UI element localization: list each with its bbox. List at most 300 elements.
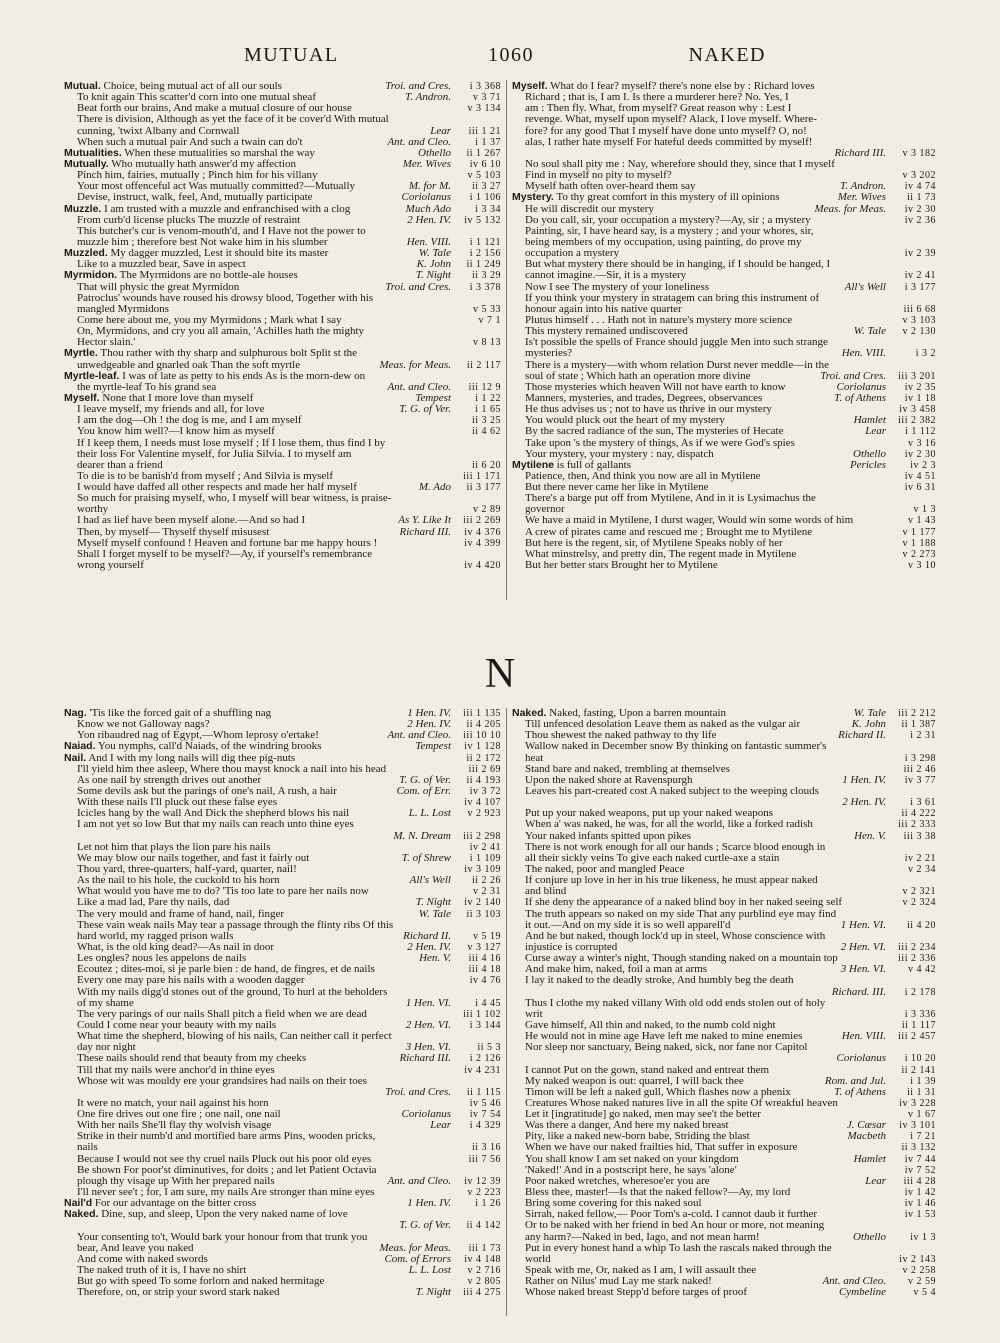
- act-scene-line: ii 5 3: [477, 1042, 501, 1054]
- quotation-text: The very parings of our nails Shall pitch a field when we are dead: [77, 1008, 367, 1020]
- quotation-text: occupation a mystery: [525, 248, 620, 260]
- concordance-line: [64, 1287, 501, 1298]
- quotation-text: With her nails She'll flay thy wolvish visage: [77, 1120, 272, 1132]
- concordance-line: [64, 1065, 501, 1076]
- quotation-text: writ: [525, 1008, 543, 1020]
- act-scene-line: ii 1 267: [466, 147, 501, 159]
- act-scene-line: v 2 89: [473, 504, 501, 516]
- quotation-text: This mystery remained undiscovered: [525, 326, 688, 338]
- quotation-text: Put in every honest hand a whip To lash the rascals naked through the: [525, 1242, 832, 1254]
- quotation-text: Take upon 's the mystery of things, As if we were God's spies: [525, 437, 795, 449]
- concordance-line: [64, 1031, 501, 1042]
- concordance-line: [512, 998, 936, 1009]
- act-scene-line: iv 4 420: [464, 560, 501, 572]
- quotation-text: Wallow naked in December snow By thinking on fantastic summer's: [525, 741, 827, 753]
- quotation-text: of my shame: [77, 997, 134, 1009]
- act-scene-line: iv 2 41: [469, 841, 501, 853]
- concordance-line: [64, 337, 501, 348]
- concordance-line: [64, 92, 501, 103]
- act-scene-line: v 5 19: [473, 930, 501, 942]
- act-scene-line: iv 4 74: [904, 181, 936, 193]
- quotation-text: Stand bare and naked, trembling at themselves: [525, 763, 730, 775]
- concordance-line: [512, 987, 936, 998]
- act-scene-line: iv 2 21: [904, 852, 936, 864]
- concordance-line: [512, 741, 936, 752]
- act-scene-line: ii 2 141: [901, 1064, 936, 1076]
- play-reference: 2 Hen. IV.: [407, 941, 451, 953]
- play-reference: All's Well: [844, 281, 886, 293]
- act-scene-line: iii 2 46: [903, 763, 936, 775]
- act-scene-line: ii 3 103: [466, 908, 501, 920]
- concordance-line: [512, 1065, 936, 1076]
- act-scene-line: iii 2 212: [898, 708, 936, 719]
- concordance-line: [64, 415, 501, 426]
- quotation-text: On, Myrmidons, and cry you all amain, 'Achilles hath the mighty: [77, 326, 365, 338]
- quotation-text: Devise, instruct, walk, feel, And, mutually participate: [77, 192, 313, 204]
- act-scene-line: v 1 177: [902, 526, 936, 538]
- quotation-text: Was there a danger, And here my naked breast: [525, 1120, 729, 1132]
- act-scene-line: v 2 59: [908, 1276, 936, 1288]
- concordance-line: [64, 493, 501, 504]
- play-reference: Ant. and Cleo.: [387, 730, 451, 742]
- quotation-text: So much for praising myself, who, I myself will bear witness, is praise-: [77, 493, 392, 505]
- quotation-text: What, is the old king dead?—As nail in door: [77, 941, 275, 953]
- concordance-line: [64, 515, 501, 526]
- quotation-text: Myrtle-leaf. I was of late as petty to his ends As is the morn-dew on: [64, 370, 366, 382]
- act-scene-line: i 3 177: [904, 281, 936, 293]
- concordance-line: [64, 482, 501, 493]
- act-scene-line: ii 3 29: [471, 270, 501, 282]
- act-scene-line: iii 4 16: [468, 953, 501, 965]
- quotation-text: Myself. None that I more love than myself: [64, 392, 254, 404]
- concordance-line: [512, 337, 936, 348]
- quotation-text: Patience, then, And think you now are all in Mytilene: [525, 470, 761, 482]
- quotation-text: Whose wit was mouldy ere your grandsires had nails on their toes: [77, 1075, 367, 1087]
- act-scene-line: iv 7 54: [469, 1109, 501, 1121]
- concordance-line: [512, 1131, 936, 1142]
- play-reference: T. Night: [415, 897, 451, 909]
- concordance-line: [64, 819, 501, 830]
- quotation-text: Till that my nails were anchor'd in thine eyes: [77, 1064, 275, 1076]
- concordance-line: [64, 1220, 501, 1231]
- quotation-text: Creatures Whose naked natures live in all the spite Of wreakful heaven: [525, 1097, 838, 1109]
- act-scene-line: v 3 202: [902, 170, 936, 182]
- concordance-line: [64, 708, 501, 719]
- quotation-text: Upon the naked shore at Ravenspurgh: [525, 774, 693, 786]
- quotation-text: My naked weapon is out: quarrel, I will back thee: [525, 1075, 744, 1087]
- quotation-text: Les ongles? nous les appelons de nails: [77, 953, 247, 965]
- act-scene-line: iii 6 68: [903, 303, 936, 315]
- concordance-line: [64, 360, 501, 371]
- quotation-text: Speak with me, Or, naked as I am, I will assault thee: [525, 1265, 757, 1277]
- concordance-line: [64, 460, 501, 471]
- act-scene-line: i 1 37: [475, 136, 501, 148]
- quotation-text: bear, And leave you naked: [77, 1242, 194, 1254]
- play-reference: Hen. VIII.: [841, 1031, 886, 1043]
- quotation-text: any harm?—Naked in bed, Iago, and not mean harm!: [525, 1231, 760, 1243]
- quotation-text: Nail. And I with my long nails will dig thee pig-nuts: [64, 752, 296, 764]
- act-scene-line: ii 4 222: [901, 808, 936, 820]
- concordance-line: [64, 504, 501, 515]
- act-scene-line: v 1 43: [908, 515, 936, 527]
- concordance-line: [64, 170, 501, 181]
- act-scene-line: iv 7 52: [904, 1164, 936, 1176]
- quotation-text: Thou shewest the naked pathway to thy life: [525, 730, 717, 742]
- headword: Muzzle.: [64, 203, 102, 215]
- act-scene-line: ii 4 205: [466, 719, 501, 731]
- concordance-line: [512, 1120, 936, 1131]
- quotation-text: nails: [77, 1142, 98, 1154]
- concordance-line: [64, 382, 501, 393]
- quotation-text: Myself. What do I fear? myself? there's none else by : Richard loves: [512, 81, 815, 92]
- quotation-text: [512, 987, 828, 998]
- act-scene-line: ii 4 62: [471, 426, 501, 438]
- play-reference: Richard II.: [838, 730, 886, 742]
- act-scene-line: i 2 31: [910, 730, 936, 742]
- act-scene-line: v 5 4: [913, 1287, 936, 1299]
- play-reference: Richard II.: [403, 930, 451, 942]
- quotation-text: He would not in mine age Have left me naked to mine enemies: [525, 1031, 803, 1043]
- concordance-line: [512, 527, 936, 538]
- quotation-text: Patroclus' wounds have roused his drowsy blood, Together with his: [77, 292, 374, 304]
- quotation-text: Manners, mysteries, and trades, Degrees, observances: [525, 392, 763, 404]
- play-reference: Mer. Wives: [402, 158, 451, 170]
- headword: Mytilene: [512, 459, 555, 471]
- concordance-line: [512, 270, 936, 281]
- act-scene-line: v 1 67: [908, 1109, 936, 1121]
- act-scene-line: iii 12 9: [468, 381, 501, 393]
- act-scene-line: ii 4 193: [466, 774, 501, 786]
- concordance-line: [512, 708, 936, 719]
- play-reference: L. L. Lost: [408, 808, 451, 820]
- act-scene-line: i 2 126: [469, 1053, 501, 1065]
- act-scene-line: iv 7 44: [904, 1153, 936, 1165]
- act-scene-line: v 2 130: [902, 326, 936, 338]
- play-reference: Pericles: [849, 459, 886, 471]
- quotation-text: Muzzled. My dagger muzzled, Lest it should bite its master: [64, 248, 329, 260]
- headword: Myrmidon.: [64, 270, 118, 282]
- act-scene-line: iv 4 376: [464, 526, 501, 538]
- quotation-text: We may blow our nails together, and fast it fairly out: [77, 852, 310, 864]
- quotation-text: am : Then fly. What, from myself? Great reason why : Lest I: [525, 103, 792, 115]
- play-reference: K. John: [416, 259, 451, 271]
- act-scene-line: iv 5 46: [469, 1097, 501, 1109]
- concordance-line: [512, 964, 936, 975]
- quotation-text: To knit again This scatter'd corn into one mutual sheaf: [77, 92, 316, 104]
- concordance-line: [64, 931, 501, 942]
- quotation-text: I am the dog—Oh ! the dog is me, and I am myself: [77, 415, 302, 427]
- concordance-line: [64, 853, 501, 864]
- act-scene-line: i 1 121: [469, 236, 501, 248]
- quotation-text: Mutually. Who mutually hath answer'd my affection: [64, 158, 297, 170]
- act-scene-line: iv 4 399: [464, 537, 501, 549]
- play-reference: Richard. III.: [831, 986, 886, 998]
- concordance-line: [64, 248, 501, 259]
- quotation-text: Every one may pare his nails with a wooden dagger: [77, 975, 305, 987]
- quotation-text: What time the shepherd, blowing of his nails, Can neither call it perfect: [77, 1031, 392, 1043]
- quotation-text: muzzle him ; therefore best Not wake him in his slumber: [77, 236, 328, 248]
- headword: Naked.: [512, 708, 547, 719]
- act-scene-line: iv 3 101: [899, 1120, 936, 1132]
- quotation-text: cannot imagine.—Sir, it is a mystery: [525, 270, 687, 282]
- act-scene-line: v 2 324: [902, 897, 936, 909]
- concordance-line: [512, 538, 936, 549]
- concordance-line: [64, 438, 501, 449]
- quotation-text: Rather on Nilus' mud Lay me stark naked!: [525, 1276, 712, 1288]
- concordance-line: [64, 1243, 501, 1254]
- concordance-line: [64, 1042, 501, 1053]
- concordance-line: [512, 326, 936, 337]
- act-scene-line: v 3 182: [902, 147, 936, 159]
- quotation-text: Could I come near your beauty with my nails: [77, 1019, 277, 1031]
- play-reference: L. L. Lost: [408, 1265, 451, 1277]
- act-scene-line: ii 1 73: [906, 192, 936, 204]
- concordance-line: [512, 304, 936, 315]
- concordance-line: [64, 1265, 501, 1276]
- act-scene-line: iii 2 382: [898, 415, 936, 427]
- concordance-line: [64, 786, 501, 797]
- act-scene-line: iii 2 234: [898, 941, 936, 953]
- quotation-text: Myrmidon. The Myrmidons are no bottle-ale houses: [64, 270, 298, 282]
- play-reference: Ant. and Cleo.: [387, 1175, 451, 1187]
- act-scene-line: v 2 273: [902, 548, 936, 560]
- concordance-line: [64, 1165, 501, 1176]
- concordance-line: [512, 360, 936, 371]
- play-reference: Lear: [430, 1120, 451, 1132]
- quotation-text: hard world, my ragged prison walls: [77, 930, 234, 942]
- play-reference: Lear: [865, 426, 886, 438]
- act-scene-line: iv 2 3: [910, 459, 936, 471]
- play-reference: Troi. and Cres.: [385, 281, 451, 293]
- play-reference: Ant. and Cleo.: [387, 136, 451, 148]
- quotation-text: I leave myself, my friends and all, for love: [77, 404, 265, 416]
- play-reference: Hen. VIII.: [406, 236, 451, 248]
- quotation-text: honour again into his native quarter: [525, 303, 682, 315]
- concordance-line: [512, 1165, 936, 1176]
- quotation-text: Whose naked breast Stepp'd before targes of proof: [525, 1287, 748, 1299]
- quotation-text: One fire drives out one fire ; one nail, one nail: [77, 1109, 281, 1121]
- act-scene-line: v 3 10: [908, 560, 936, 572]
- play-reference: As Y. Like It: [398, 515, 451, 527]
- concordance-line: [64, 215, 501, 226]
- concordance-line: [512, 92, 936, 103]
- play-reference: Coriolanus: [836, 1053, 886, 1065]
- concordance-line: [64, 719, 501, 730]
- concordance-line: [64, 1276, 501, 1287]
- concordance-line: [64, 560, 501, 571]
- play-reference: Tempest: [415, 741, 451, 753]
- act-scene-line: v 2 805: [467, 1276, 501, 1288]
- act-scene-line: iii 4 28: [903, 1175, 936, 1187]
- quotation-text: Let it [ingratitude] go naked, men may see't the better: [525, 1109, 761, 1121]
- quotation-text: Pinch him, fairies, mutually ; Pinch him for his villany: [77, 170, 318, 182]
- play-reference: T. of Athens: [834, 392, 886, 404]
- act-scene-line: iv 2 30: [904, 203, 936, 215]
- play-reference: Meas. for Meas.: [379, 359, 451, 371]
- concordance-line: [512, 1254, 936, 1265]
- play-reference: Troi. and Cres.: [385, 1086, 451, 1098]
- act-scene-line: ii 4 20: [906, 919, 936, 931]
- concordance-line: [512, 504, 936, 515]
- quotation-text: As the nail to his hole, the cuckold to his horn: [77, 875, 280, 887]
- play-reference: 2 Hen. VI.: [840, 941, 886, 953]
- play-reference: 1 Hen. VI.: [405, 997, 451, 1009]
- concordance-line: [512, 786, 936, 797]
- quotation-text: With these nails I'll pluck out these false eyes: [77, 797, 278, 809]
- concordance-line: [64, 204, 501, 215]
- concordance-line: [512, 875, 936, 886]
- concordance-line: [512, 148, 936, 159]
- quotation-text: Thus I clothe my naked villany With old odd ends stolen out of holy: [525, 997, 826, 1009]
- play-reference: W. Tale: [853, 708, 886, 719]
- concordance-line: [512, 1154, 936, 1165]
- act-scene-line: i 3 61: [910, 797, 936, 809]
- concordance-line: [512, 1198, 936, 1209]
- quotation-text: Bless thee, master!—Is that the naked fellow?—Ay, my lord: [525, 1187, 791, 1199]
- concordance-line: [64, 1120, 501, 1131]
- headword: Nail.: [64, 752, 87, 764]
- quotation-text: Myself myself confound ! Heaven and fortune bar me happy hours !: [77, 537, 378, 549]
- quotation-text: soul of state ; Which hath an operation more divine: [525, 370, 751, 382]
- concordance-line: [512, 819, 936, 830]
- act-scene-line: ii 1 117: [901, 1019, 936, 1031]
- concordance-line: [64, 148, 501, 159]
- act-scene-line: iv 3 109: [464, 863, 501, 875]
- play-reference: Hen. V.: [854, 830, 886, 842]
- quotation-text: alas, I rather hate myself For hateful deeds committed by myself!: [525, 136, 813, 148]
- act-scene-line: iii 2 269: [463, 515, 501, 527]
- quotation-text: With my nails digg'd stones out of the ground, To hurl at the beholders: [77, 986, 388, 998]
- concordance-line: [64, 753, 501, 764]
- concordance-line: [512, 942, 936, 953]
- act-scene-line: iii 2 69: [468, 763, 501, 775]
- column-divider-top: [506, 80, 507, 600]
- concordance-line: [512, 797, 936, 808]
- concordance-line: [512, 853, 936, 864]
- quotation-text: But there never came her like in Mytilene: [525, 482, 709, 494]
- act-scene-line: v 2 223: [467, 1187, 501, 1199]
- quotation-text: governor: [525, 504, 565, 516]
- quotation-text: Find in myself no pity to myself?: [525, 170, 672, 182]
- act-scene-line: iii 2 333: [898, 819, 936, 831]
- concordance-line: [512, 114, 936, 125]
- play-reference: 1 Hen. IV.: [407, 1198, 451, 1210]
- play-reference: 1 Hen. IV.: [842, 774, 886, 786]
- quotation-text: [512, 148, 830, 159]
- concordance-line: [512, 753, 936, 764]
- concordance-line: [512, 137, 936, 148]
- headword: Naked.: [64, 1209, 99, 1221]
- concordance-line: [512, 393, 936, 404]
- concordance-line: [512, 371, 936, 382]
- concordance-line: [512, 886, 936, 897]
- quotation-text: And he but naked, though lock'd up in steel, Whose conscience with: [525, 930, 826, 942]
- quotation-text: all their sickly veins To give each naked curtle-axe a stain: [525, 852, 780, 864]
- concordance-line: [512, 1209, 936, 1220]
- headword: Mutualities.: [64, 147, 122, 159]
- concordance-line: [512, 215, 936, 226]
- play-reference: Com. of Errors: [384, 1253, 451, 1265]
- quotation-text: Nor sleep nor sanctuary, Being naked, sick, nor fane nor Capitol: [525, 1042, 808, 1054]
- quotation-text: Till unfenced desolation Leave them as naked as the vulgar air: [525, 719, 801, 731]
- concordance-line: [64, 1087, 501, 1098]
- quotation-text: fore? for any good That I myself have done unto myself? O, no!: [525, 125, 807, 137]
- act-scene-line: iii 1 135: [463, 708, 501, 719]
- act-scene-line: ii 3 25: [471, 415, 501, 427]
- quotation-text: When such a mutual pair And such a twain can do't: [77, 136, 303, 148]
- concordance-line: [64, 426, 501, 437]
- quotation-text: To die is to be banish'd from myself ; And Silvia is myself: [77, 470, 334, 482]
- play-reference: 2 Hen. IV.: [842, 797, 886, 809]
- quotation-text: When a' was naked, he was, for all the world, like a forked radish: [525, 819, 813, 831]
- headword: Muzzled.: [64, 248, 108, 260]
- concordance-line: [512, 348, 936, 359]
- act-scene-line: iv 12 39: [464, 1175, 501, 1187]
- quotation-text: the myrtle-leaf To his grand sea: [77, 381, 217, 393]
- concordance-line: [512, 1243, 936, 1254]
- concordance-line: [512, 1042, 936, 1053]
- concordance-line: [512, 493, 936, 504]
- play-reference: Hen. V.: [419, 953, 451, 965]
- play-reference: M. Ado: [418, 482, 451, 494]
- play-reference: 3 Hen. VI.: [405, 1042, 451, 1054]
- act-scene-line: iv 2 143: [899, 1253, 936, 1265]
- act-scene-line: i 1 112: [905, 426, 936, 438]
- quotation-text: Your consenting to't, Would bark your honour from that trunk you: [77, 1231, 368, 1243]
- quotation-text: [512, 1053, 832, 1064]
- column-divider-bottom: [506, 708, 507, 1316]
- concordance-line: [512, 1053, 936, 1064]
- play-reference: T. Andron.: [405, 92, 451, 104]
- section-letter: N: [484, 651, 516, 697]
- quotation-text: If you think your mystery in stratagem can bring this instrument of: [525, 292, 820, 304]
- quotation-text: Now I see The mystery of your loneliness: [525, 281, 710, 293]
- act-scene-line: i 3 378: [469, 281, 501, 293]
- play-reference: 2 Hen. VI.: [405, 1019, 451, 1031]
- concordance-line: [64, 1009, 501, 1020]
- quotation-text: You would pluck out the heart of my mystery: [525, 415, 725, 427]
- play-reference: Ant. and Cleo.: [822, 1276, 886, 1288]
- concordance-line: [512, 103, 936, 114]
- quotation-text: Come here about me, you my Myrmidons ; Mark what I say: [77, 314, 342, 326]
- concordance-line: [512, 482, 936, 493]
- act-scene-line: v 3 127: [467, 941, 501, 953]
- play-reference: Rom. and Jul.: [824, 1075, 886, 1087]
- concordance-line: [512, 730, 936, 741]
- act-scene-line: iii 2 457: [898, 1031, 936, 1043]
- quotation-text: I am not yet so low But that my nails can reach unto thine eyes: [77, 819, 354, 831]
- concordance-line: [512, 282, 936, 293]
- quotation-text: Then, by myself— Thyself thyself misusest: [77, 526, 270, 538]
- quotation-text: [512, 797, 838, 808]
- act-scene-line: iii 3 201: [898, 370, 936, 382]
- act-scene-line: i 1 39: [910, 1075, 936, 1087]
- quotation-text: But what mystery there should be in hanging, if I should be hanged, I: [525, 259, 831, 271]
- play-reference: J. Cæsar: [846, 1120, 886, 1132]
- act-scene-line: iv 1 46: [904, 1198, 936, 1210]
- concordance-line: [512, 404, 936, 415]
- act-scene-line: v 2 923: [467, 808, 501, 820]
- quotation-text: Naiad. You nymphs, call'd Naiads, of the windring brooks: [64, 741, 322, 753]
- quotation-text: The naked truth of it is, I have no shirt: [77, 1265, 247, 1277]
- quotation-text: Myrtle. Thou rather with thy sharp and sulphurous bolt Split st the: [64, 348, 358, 360]
- concordance-line: [64, 909, 501, 920]
- play-reference: T. Andron.: [840, 181, 886, 193]
- act-scene-line: iv 3 77: [904, 774, 936, 786]
- quotation-text: You know him well?—I know him as myself: [77, 426, 275, 438]
- play-reference: W. Tale: [418, 908, 451, 920]
- act-scene-line: ii 1 249: [466, 259, 501, 271]
